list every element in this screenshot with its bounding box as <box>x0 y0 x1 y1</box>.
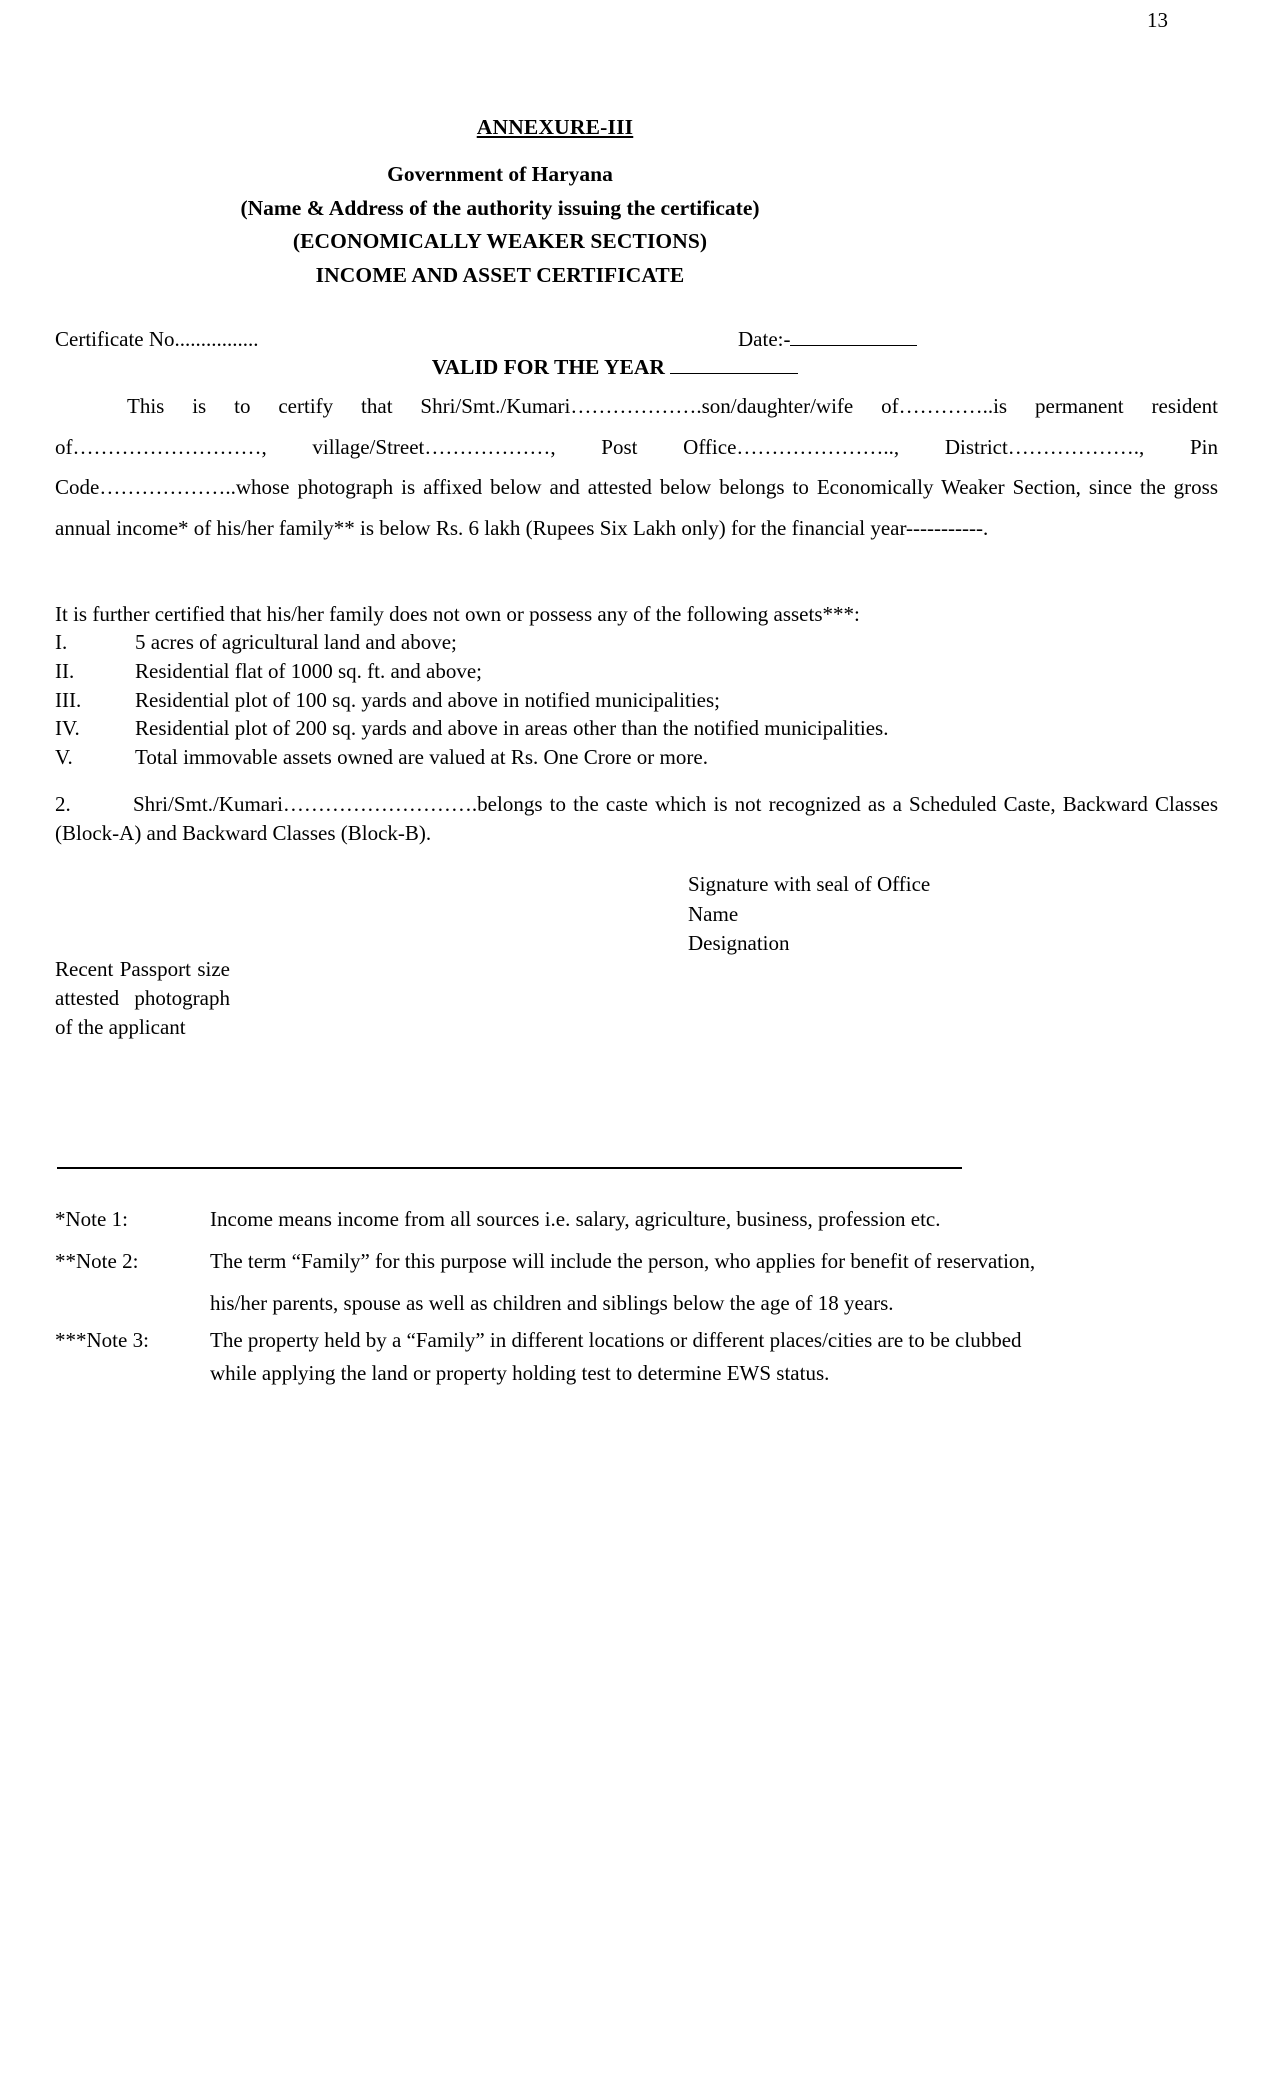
footnote-text: his/her parents, spouse as well as children and siblings below the age of 18 years. <box>210 1291 894 1315</box>
heading-government: Government of Haryana <box>387 162 613 186</box>
heading-ews: (ECONOMICALLY WEAKER SECTIONS) <box>292 229 708 253</box>
list-item-numeral: I. <box>55 630 68 654</box>
date-field-group <box>738 325 917 354</box>
annexure-heading-container <box>0 115 1110 140</box>
list-item-numeral: II. <box>55 658 75 683</box>
date-label: Date:- <box>738 327 791 351</box>
list-item-text: Total immovable assets owned are valued at Rs. One Crore or more. <box>135 745 708 770</box>
list-item-numeral: V. <box>55 745 73 770</box>
footnote-text: Income means income from all sources i.e. salary, agriculture, business, profession etc. <box>210 1207 941 1231</box>
footnote-2 <box>55 1240 1220 1324</box>
annexure-label: ANNEXURE-III <box>476 115 634 139</box>
list-item-numeral: III. <box>55 687 82 712</box>
signature-designation-label: Designation <box>688 931 790 955</box>
list-item-text: 5 acres of agricultural land and above; <box>135 630 457 654</box>
footnotes-section <box>55 1198 1220 1390</box>
certificate-number-label: Certificate No................ <box>55 327 259 351</box>
footnote-label: ***Note 3: <box>55 1328 149 1352</box>
heading-certificate-title: INCOME AND ASSET CERTIFICATE <box>315 262 685 287</box>
valid-year-blank-line[interactable] <box>670 354 798 374</box>
list-item <box>55 657 1218 686</box>
footnote-text: The property held by a “Family” in different locations or different places/cities are to be clubbed <box>210 1328 1022 1352</box>
list-item-text: Residential plot of 100 sq. yards and above in notified municipalities; <box>135 687 720 712</box>
list-item-text: Residential plot of 200 sq. yards and above in areas other than the notified municipalities. <box>135 716 889 741</box>
date-blank-line[interactable] <box>790 326 917 346</box>
heading-authority: (Name & Address of the authority issuing the certificate) <box>240 195 760 220</box>
assets-intro-text: It is further certified that his/her family does not own or possess any of the following assets***: <box>55 602 860 626</box>
page-number: 13 <box>1147 8 1168 32</box>
list-item <box>55 628 1218 657</box>
footnote-text: while applying the land or property holding test to determine EWS status. <box>210 1361 830 1385</box>
photograph-instruction: Recent Passport size attested photograph of the applicant <box>55 957 230 1039</box>
assets-list <box>55 628 1218 772</box>
valid-for-year-row <box>55 353 1175 382</box>
certificate-body-text: This is to certify that Shri/Smt./Kumari……………….son/daughter/wife of…………..is permanent resident of………………………, village/Street………………, Post Office………………….., District………………., Pin Code………………..whose photograph is affixed below and attested below belongs to Economically Weaker Section, since the gross annual income* of his/her family** is below Rs. 6 lakh (Rupees Six Lakh only) for the financial year-----------. <box>55 394 1218 540</box>
footnote-3 <box>55 1324 1220 1390</box>
clause-two-text: Shri/Smt./Kumari……………………….belongs to the caste which is not recognized as a Scheduled Caste, Backward Classes (Block-A) and Backward Classes (Block-B). <box>55 792 1218 845</box>
notes-divider <box>57 1167 962 1169</box>
list-item <box>55 686 1218 715</box>
signature-name-label: Name <box>688 901 739 926</box>
list-item-numeral: IV. <box>55 716 80 741</box>
valid-for-year-label: VALID FOR THE YEAR <box>431 355 665 379</box>
footnote-text: The term “Family” for this purpose will include the person, who applies for benefit of reservation, <box>210 1249 1036 1273</box>
certificate-body-paragraph <box>55 386 1218 548</box>
clause-two <box>55 790 1218 848</box>
footnote-label: **Note 2: <box>55 1249 139 1273</box>
document-headings <box>0 158 1000 292</box>
footnote-label: *Note 1: <box>55 1207 128 1231</box>
list-item <box>55 743 1218 772</box>
list-item <box>55 714 1218 743</box>
signature-block <box>688 870 930 959</box>
signature-seal-label: Signature with seal of Office <box>688 872 931 896</box>
list-item-text: Residential flat of 1000 sq. ft. and above; <box>135 658 483 683</box>
footnote-1 <box>55 1198 1220 1240</box>
clause-two-number: 2. <box>55 792 71 816</box>
